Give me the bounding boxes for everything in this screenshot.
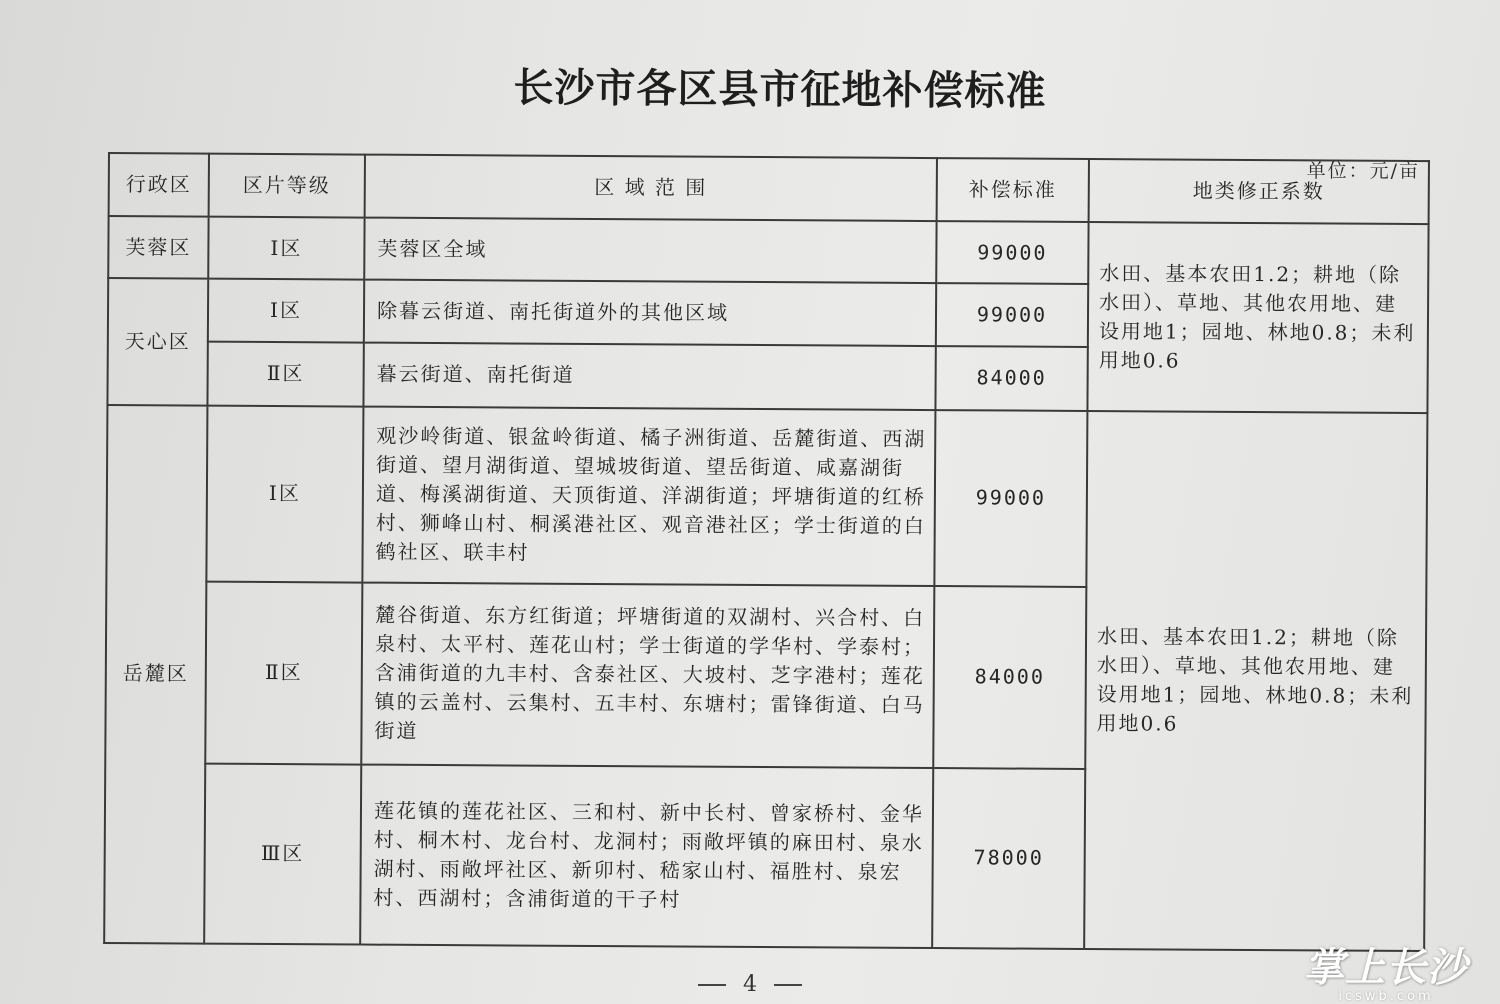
- watermark: [1304, 936, 1468, 1004]
- district-cell: 天心区: [107, 278, 208, 405]
- page-footer: [0, 972, 1500, 997]
- scope-cell: 暮云街道、南托街道: [363, 343, 935, 410]
- footer-dash-right: [774, 984, 802, 986]
- scope-cell: 芙蓉区全域: [364, 218, 936, 283]
- district-cell: 岳麓区: [104, 405, 207, 944]
- zone-cell: Ⅲ区: [204, 763, 361, 944]
- zone-cell: Ⅱ区: [205, 581, 362, 764]
- page-title: 长沙市各区县市征地补偿标准: [513, 65, 1047, 115]
- header-district: 行政区: [109, 153, 209, 217]
- header-zone: 区片等级: [209, 154, 365, 218]
- zone-cell: Ⅰ区: [208, 278, 364, 342]
- header-scope: 区 域 范 围: [365, 155, 937, 222]
- scope-cell: 除暮云街道、南托街道外的其他区域: [364, 279, 936, 346]
- table-row: [106, 405, 1427, 589]
- scope-cell: 麓谷街道、东方红街道；坪塘街道的双湖村、兴合村、白泉村、太平村、莲花山村；学士街道的学华村、学泰村；含浦街道的九丰村、含泰社区、大坡村、芝字港村；莲花镇的云盖村、云集村、五丰村、东塘村；雷锋街道、白马街道: [361, 582, 934, 768]
- table-row: [108, 216, 1428, 285]
- page-number: 4: [743, 972, 757, 997]
- header-coefficient: 地类修正系数: [1089, 159, 1429, 225]
- price-cell: 78000: [932, 768, 1085, 949]
- unit-label: 单位：元/亩: [1306, 160, 1420, 182]
- price-cell: 99000: [936, 222, 1088, 284]
- price-cell: 99000: [934, 410, 1087, 587]
- district-cell: 芙蓉区: [108, 216, 208, 278]
- coefficient-cell: 水田、基本农田1.2；耕地（除水田）、草地、其他农用地、建设用地1；园地、林地0.8；未利用地0.6: [1087, 222, 1428, 412]
- price-cell: 99000: [936, 283, 1088, 347]
- zone-cell: Ⅰ区: [208, 217, 364, 279]
- header-price: 补偿标准: [937, 158, 1089, 222]
- compensation-table: [103, 152, 1430, 952]
- coefficient-cell: 水田、基本农田1.2；耕地（除水田）、草地、其他农用地、建设用地1；园地、林地0.8；未利用地0.6: [1084, 411, 1427, 951]
- price-cell: 84000: [935, 346, 1087, 410]
- footer-dash-left: [698, 984, 726, 986]
- table-header-row: [109, 153, 1429, 224]
- zone-cell: Ⅰ区: [206, 405, 363, 582]
- zone-cell: Ⅱ区: [207, 342, 363, 406]
- scope-cell: 莲花镇的莲花社区、三和村、新中长村、曾家桥村、金华村、桐木村、龙台村、龙洞村；雨敞坪镇的麻田村、泉水湖村、雨敞坪社区、新卯村、嵇家山村、福胜村、泉宏村、西湖村；含浦街道的干子村: [360, 764, 933, 948]
- watermark-url: icswb.com: [1338, 989, 1434, 1004]
- price-cell: 84000: [933, 586, 1086, 769]
- scope-cell: 观沙岭街道、银盆岭街道、橘子洲街道、岳麓街道、西湖街道、望月湖街道、望城坡街道、望岳街道、咸嘉湖街道、梅溪湖街道、天顶街道、洋湖街道；坪塘街道的红桥村、狮峰山村、桐溪港社区、观音港社区；学士街道的白鹤社区、联丰村: [362, 406, 935, 585]
- watermark-logo: 掌上长沙: [1304, 945, 1468, 991]
